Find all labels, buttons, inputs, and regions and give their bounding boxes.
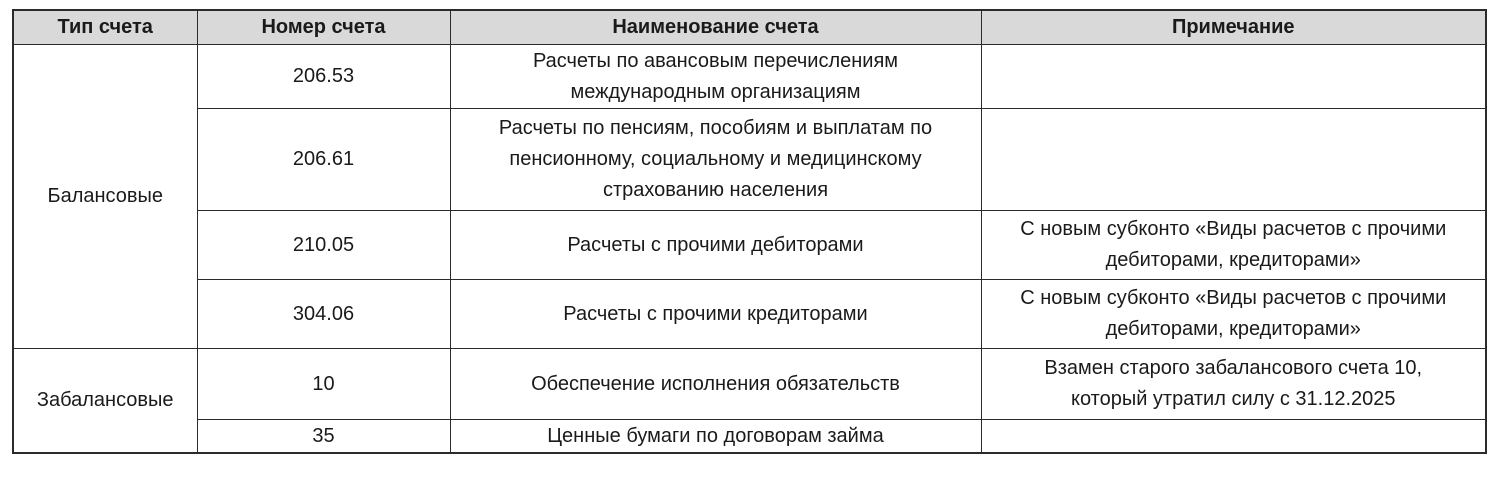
header-account-number: Номер счета (197, 10, 450, 45)
account-type-cell: Балансовые (13, 45, 197, 349)
note-line: который утратил силу с 31.12.2025 (1070, 388, 1396, 410)
account-number-cell: 206.53 (197, 45, 450, 109)
header-row (13, 10, 1486, 45)
note-cell (981, 420, 1486, 454)
table-row (13, 109, 1486, 211)
note-line: Взамен старого забалансового счета 10, (1044, 357, 1423, 379)
header-account-type: Тип счета (13, 10, 197, 45)
account-number-cell: 10 (197, 349, 450, 420)
table-row (13, 45, 1486, 109)
account-number-cell: 206.61 (197, 109, 450, 211)
table-row (13, 420, 1486, 454)
account-type-cell: Забалансовые (13, 349, 197, 454)
table-row (13, 349, 1486, 420)
account-number-cell: 210.05 (197, 211, 450, 280)
table-row (13, 211, 1486, 280)
note-cell (981, 349, 1486, 420)
account-name-line: Расчеты по авансовым перечислениям (532, 49, 899, 72)
account-name-line: международным организациям (570, 80, 861, 103)
note-line: дебиторами, кредиторами» (1105, 249, 1361, 271)
account-name-line: Обеспечение исполнения обязательств (531, 372, 900, 395)
accounts-table (12, 9, 1487, 454)
account-name-line: Ценные бумаги по договорам займа (547, 424, 884, 447)
note-cell (981, 280, 1486, 349)
header-note: Примечание (981, 10, 1486, 45)
account-name-cell (450, 420, 981, 454)
account-name-cell (450, 349, 981, 420)
account-name-line: Расчеты с прочими дебиторами (567, 233, 864, 256)
note-cell (981, 45, 1486, 109)
account-number-cell: 304.06 (197, 280, 450, 349)
table-row (13, 280, 1486, 349)
note-cell (981, 109, 1486, 211)
account-number-cell: 35 (197, 420, 450, 454)
account-name-cell (450, 45, 981, 109)
note-line: С новым субконто «Виды расчетов с прочими (1020, 287, 1447, 309)
account-name-cell (450, 211, 981, 280)
note-line: дебиторами, кредиторами» (1105, 318, 1361, 340)
note-cell (981, 211, 1486, 280)
account-name-line: Расчеты с прочими кредиторами (563, 302, 868, 325)
account-name-line: страхованию населения (602, 179, 829, 201)
accounts-table-container (12, 9, 1485, 454)
account-name-line: Расчеты по пенсиям, пособиям и выплатам по (498, 117, 933, 139)
account-name-line: пенсионному, социальному и медицинскому (509, 148, 922, 170)
header-account-name: Наименование счета (450, 10, 981, 45)
note-line: С новым субконто «Виды расчетов с прочими (1020, 218, 1447, 240)
account-name-cell (450, 280, 981, 349)
account-name-cell (450, 109, 981, 211)
